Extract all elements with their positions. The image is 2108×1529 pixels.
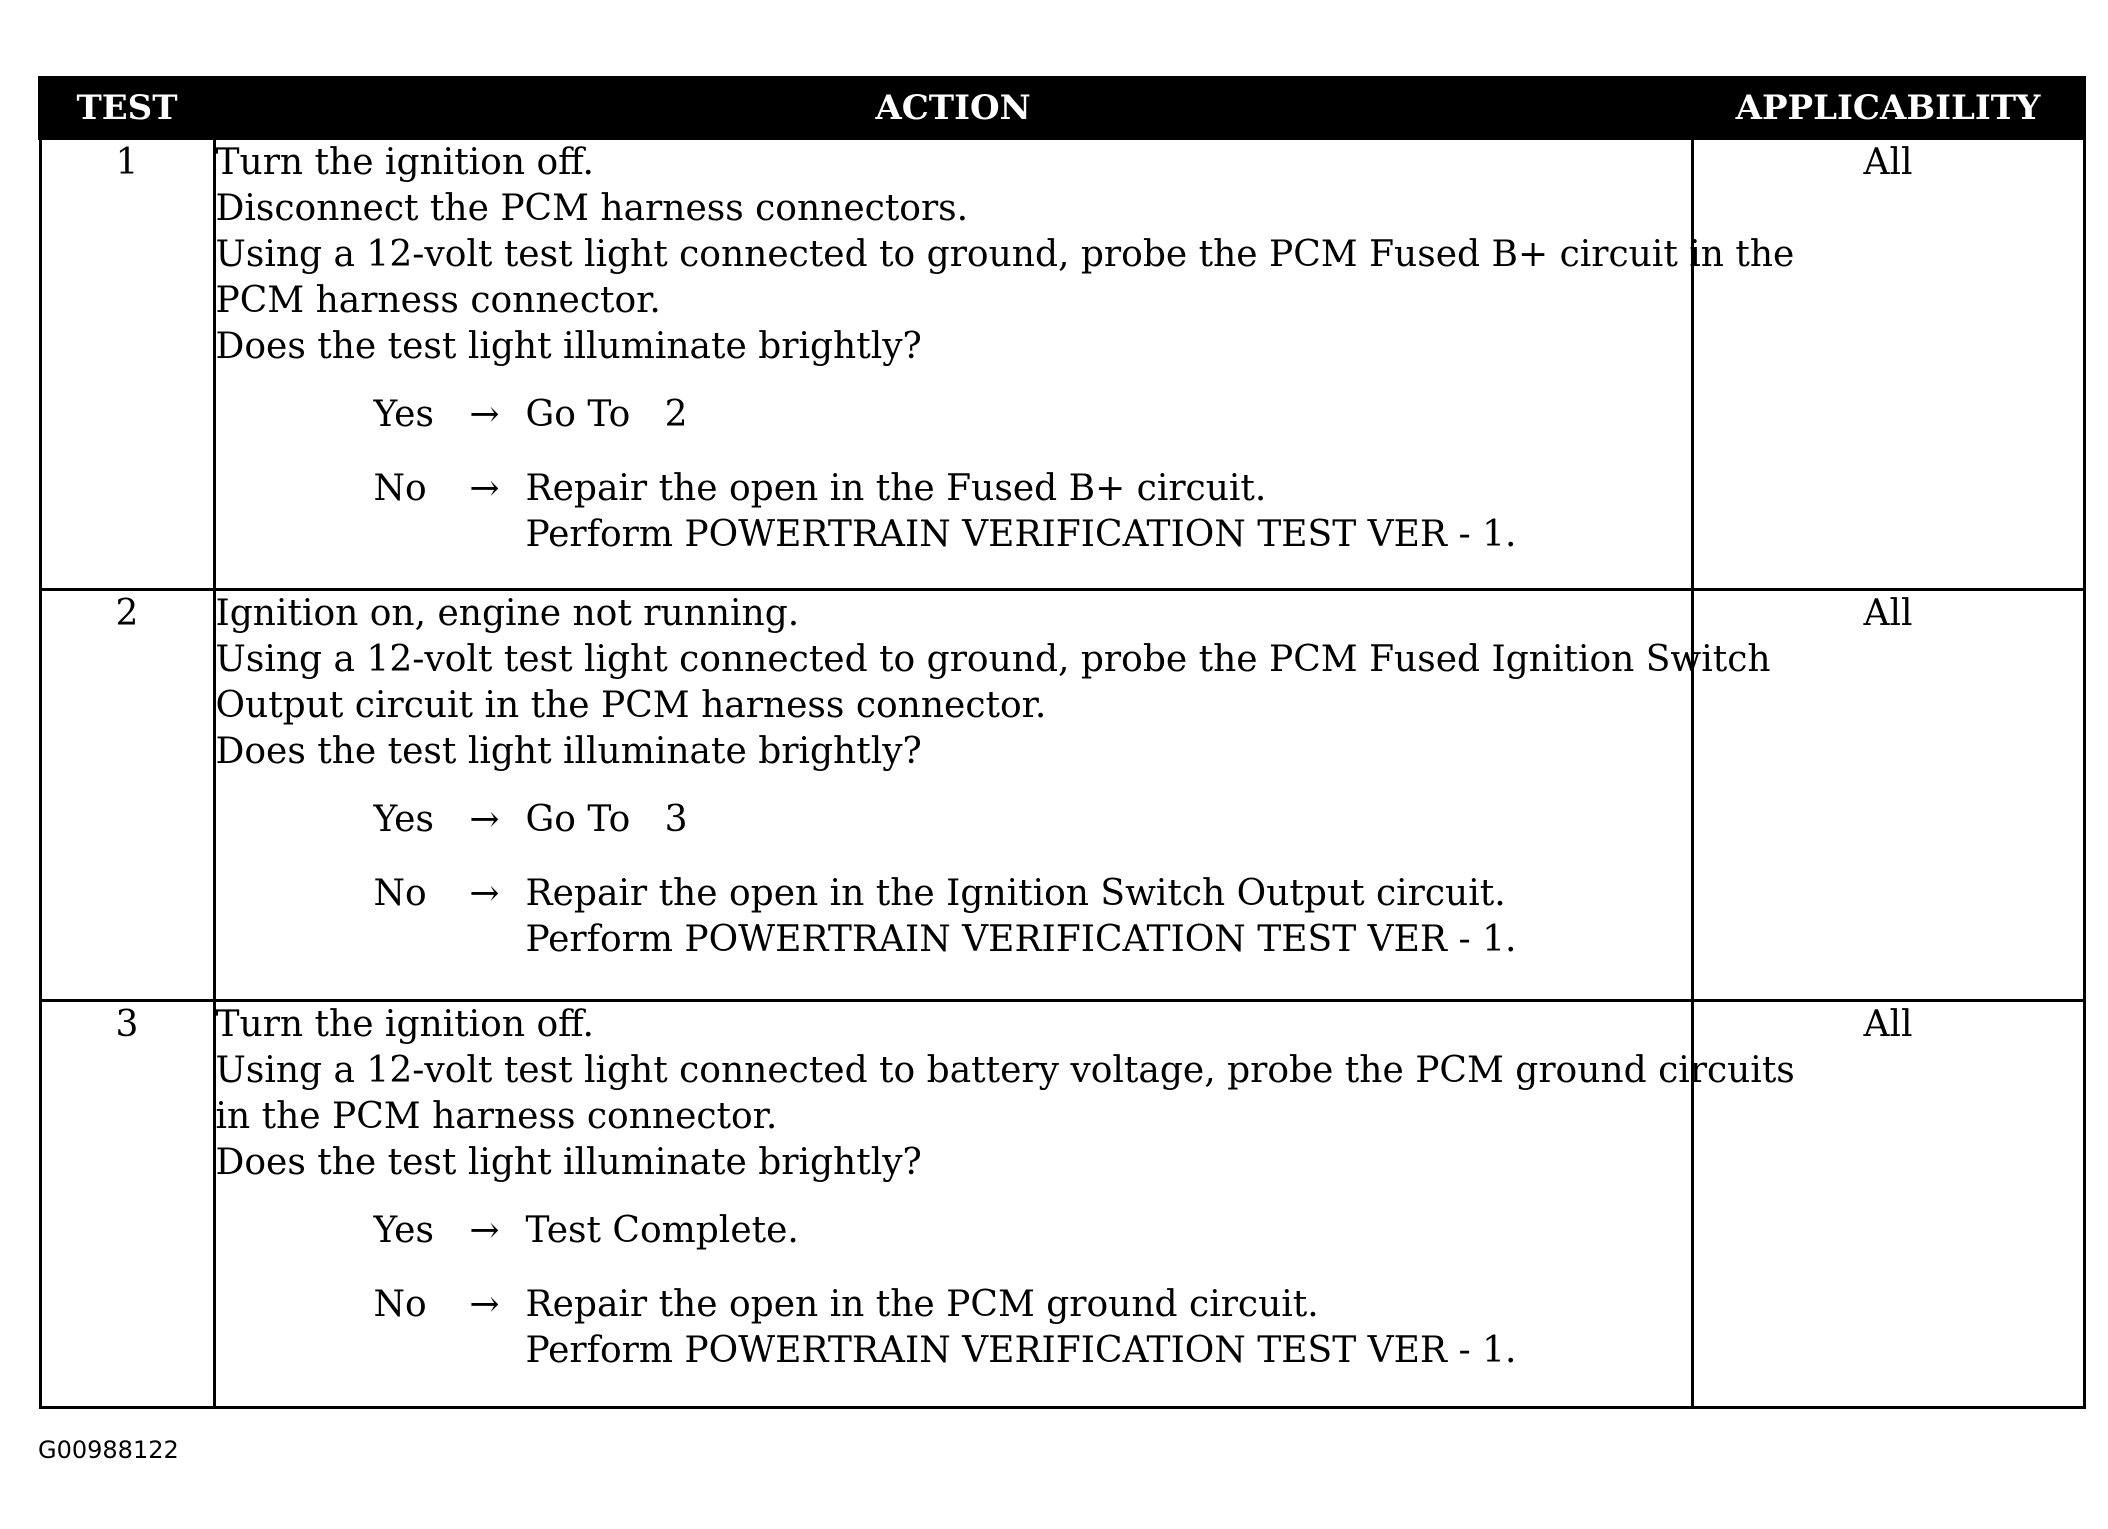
action-cell <box>214 590 1771 1001</box>
table-row <box>40 138 2084 590</box>
outcome-label: No <box>373 1284 427 1325</box>
action-line: Using a 12-volt test light connected to ground, probe the PCM Fused B+ circuit in the <box>215 234 1795 275</box>
outcome-no <box>374 466 1691 558</box>
outcome-line: Go To 3 <box>525 799 688 840</box>
outcome-text <box>526 392 688 438</box>
figure-id: G00988122 <box>38 1436 179 1464</box>
action-line: PCM harness connector. <box>215 280 661 321</box>
action-line: Using a 12-volt test light connected to ground, probe the PCM Fused Ignition Switch <box>215 639 1771 680</box>
outcome-line: Repair the open in the Fused B+ circuit. <box>525 468 1267 509</box>
action-line: Output circuit in the PCM harness connector. <box>215 685 1047 726</box>
action-line: Does the test light illuminate brightly? <box>215 326 922 367</box>
right-arrow-icon: → <box>469 394 500 435</box>
right-arrow-icon: → <box>469 1210 500 1251</box>
outcome-line: Test Complete. <box>525 1210 799 1251</box>
right-arrow-icon: → <box>469 468 500 509</box>
outcome-label: Yes <box>373 1210 434 1251</box>
outcome-yes <box>374 797 1691 843</box>
applicability-cell: All <box>1692 1001 2084 1408</box>
table-row <box>40 590 2084 1001</box>
outcome-line: Repair the open in the PCM ground circuit. <box>525 1284 1319 1325</box>
diagnostic-test-table <box>38 76 2086 1409</box>
outcome-text <box>526 466 1517 558</box>
applicability-cell: All <box>1692 138 2084 590</box>
action-line: Using a 12-volt test light connected to battery voltage, probe the PCM ground circuits <box>215 1050 1795 1091</box>
outcome-text <box>526 1208 799 1254</box>
outcomes <box>216 1208 1691 1374</box>
outcome-text <box>526 871 1517 963</box>
header-test: TEST <box>40 78 214 138</box>
outcome-line: Perform POWERTRAIN VERIFICATION TEST VER - 1. <box>525 919 1517 960</box>
outcomes <box>216 392 1691 558</box>
outcome-text <box>526 797 688 843</box>
action-line: Turn the ignition off. <box>215 142 594 183</box>
table-header-row <box>40 78 2084 138</box>
right-arrow-icon: → <box>469 799 500 840</box>
outcome-line: Perform POWERTRAIN VERIFICATION TEST VER - 1. <box>525 514 1517 555</box>
outcome-label: Yes <box>373 799 434 840</box>
test-number: 1 <box>40 138 214 590</box>
outcome-text <box>526 1282 1517 1374</box>
outcome-label: Yes <box>373 394 434 435</box>
action-line: Ignition on, engine not running. <box>215 593 800 634</box>
outcome-line: Repair the open in the Ignition Switch Output circuit. <box>525 873 1506 914</box>
action-cell <box>214 138 1795 590</box>
test-number: 2 <box>40 590 214 1001</box>
action-line: Turn the ignition off. <box>215 1004 594 1045</box>
outcomes <box>216 797 1691 963</box>
outcome-no <box>374 1282 1691 1374</box>
action-line: Does the test light illuminate brightly? <box>215 731 922 772</box>
outcome-label: No <box>373 873 427 914</box>
outcome-line: Go To 2 <box>525 394 688 435</box>
outcome-yes <box>374 1208 1691 1254</box>
action-line: in the PCM harness connector. <box>215 1096 778 1137</box>
header-action: ACTION <box>214 78 1692 138</box>
action-line: Disconnect the PCM harness connectors. <box>215 188 969 229</box>
header-applicability: APPLICABILITY <box>1692 78 2084 138</box>
right-arrow-icon: → <box>469 873 500 914</box>
outcome-no <box>374 871 1691 963</box>
outcome-label: No <box>373 468 427 509</box>
action-cell <box>214 1001 1795 1408</box>
outcome-yes <box>374 392 1691 438</box>
table-row <box>40 1001 2084 1408</box>
applicability-cell: All <box>1692 590 2084 1001</box>
test-number: 3 <box>40 1001 214 1408</box>
right-arrow-icon: → <box>469 1284 500 1325</box>
outcome-line: Perform POWERTRAIN VERIFICATION TEST VER - 1. <box>525 1330 1517 1371</box>
action-line: Does the test light illuminate brightly? <box>215 1142 922 1183</box>
